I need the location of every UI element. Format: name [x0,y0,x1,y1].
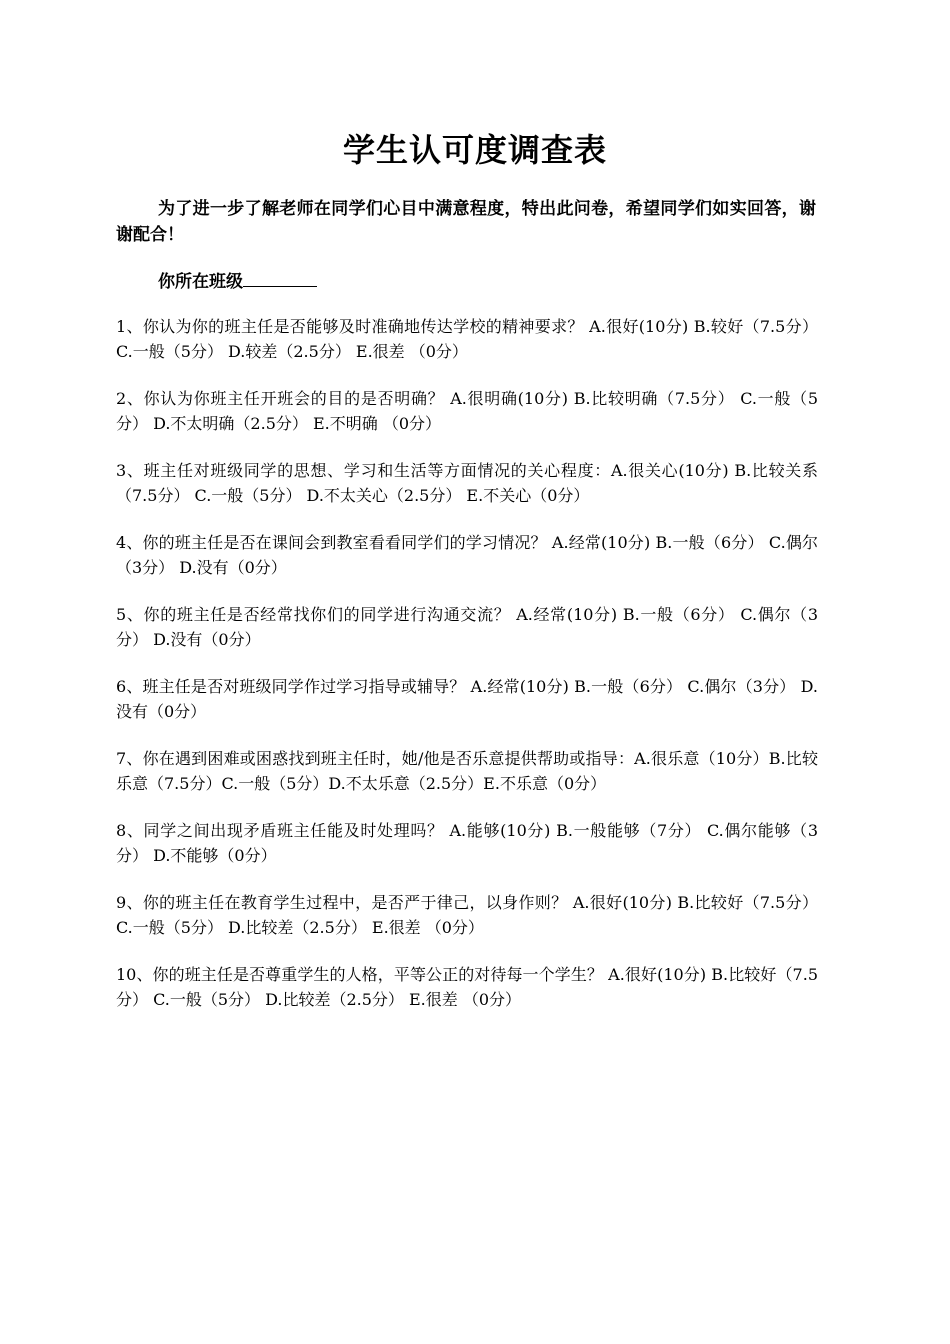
question-item: 8、同学之间出现矛盾班主任能及时处理吗？ A.能够(10分) B.一般能够（7分） C.偶尔能够（3分） D.不能够（0分） [116,821,818,865]
page-title: 学生认可度调查表 [342,131,607,169]
class-field [158,268,458,295]
intro-paragraph: 为了进一步了解老师在同学们心目中满意程度，特出此问卷，希望同学们如实回答，谢谢配合！ [116,199,816,245]
question-item: 4、你的班主任是否在课间会到教室看看同学们的学习情况？ A.经常(10分) B.一般（6分） C.偶尔（3分） D.没有（0分） [116,533,818,577]
class-label: 你所在班级 [158,272,243,292]
question-item: 10、你的班主任是否尊重学生的人格，平等公正的对待每一个学生？ A.很好(10分) B.比较好（7.5分） C.一般（5分） D.比较差（2.5分） E.很差 （0分） [116,965,818,1009]
question-item: 1、你认为你的班主任是否能够及时准确地传达学校的精神要求？ A.很好(10分) B.较好（7.5分） C.一般（5分） D.较差（2.5分） E.很差 （0分） [116,317,818,361]
question-item: 3、班主任对班级同学的思想、学习和生活等方面情况的关心程度：A.很关心(10分) B.比较关系（7.5分） C.一般（5分） D.不太关心（2.5分） E.不关心（0分） [116,461,818,505]
question-list [116,314,818,1034]
question-item: 2、你认为你班主任开班会的目的是否明确？ A.很明确(10分) B.比较明确（7.5分） C.一般（5分） D.不太明确（2.5分） E.不明确 （0分） [116,389,818,433]
question-item: 7、你在遇到困难或困惑找到班主任时，她/他是否乐意提供帮助或指导：A.很乐意（10分）B.比较乐意（7.5分）C.一般（5分）D.不太乐意（2.5分）E.不乐意（0分） [116,749,818,793]
question-item: 6、班主任是否对班级同学作过学习指导或辅导？ A.经常(10分) B.一般（6分） C.偶尔（3分） D.没有（0分） [116,677,818,721]
question-item: 5、你的班主任是否经常找你们的同学进行沟通交流？ A.经常(10分) B.一般（6分） C.偶尔（3分） D.没有（0分） [116,605,818,649]
question-item: 9、你的班主任在教育学生过程中，是否严于律己，以身作则？ A.很好(10分) B.比较好（7.5分） C.一般（5分） D.比较差（2.5分） E.很差 （0分） [116,893,818,937]
class-blank-line[interactable] [243,268,317,287]
